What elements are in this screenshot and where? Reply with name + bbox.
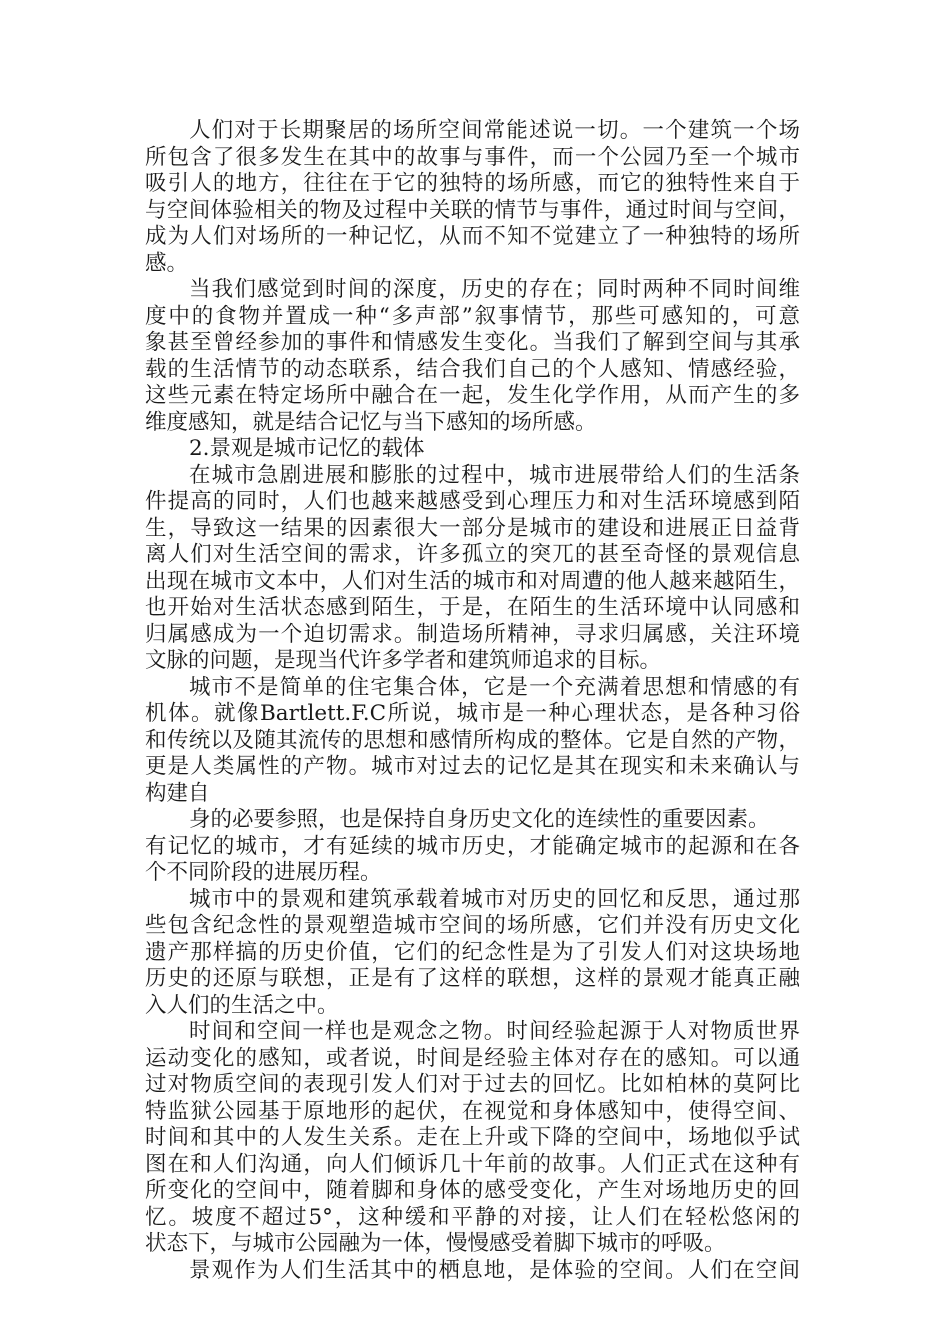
paragraph-4 <box>145 675 800 808</box>
text-line: 载的生活情节的动态联系，结合我们自己的个人感知、情感经验， <box>145 356 800 382</box>
text-line: 感。 <box>145 250 189 276</box>
text-line: 特监狱公园基于原地形的起伏，在视觉和身体感知中，使得空间、 <box>145 1098 800 1124</box>
paragraph-1 <box>145 118 800 277</box>
section-heading-text: 2.景观是城市记忆的载体 <box>189 436 425 461</box>
paragraph-2 <box>145 277 800 436</box>
text-line: 遗产那样搞的历史价值，它们的纪念性是为了引发人们对这块场地 <box>145 939 800 965</box>
text-line: 出现在城市文本中，人们对生活的城市和对周遭的他人越来越陌生， <box>145 568 800 594</box>
text-line: 图在和人们沟通，向人们倾诉几十年前的故事。人们正式在这种有 <box>145 1151 800 1177</box>
paragraph-3 <box>145 463 800 675</box>
text-line: 所包含了很多发生在其中的故事与事件，而一个公园乃至一个城市 <box>145 144 800 170</box>
text-line: 历史的还原与联想，正是有了这样的联想，这样的景观才能真正融 <box>145 966 800 991</box>
text-line: 运动变化的感知，或者说，时间是经验主体对存在的感知。可以通 <box>145 1045 800 1071</box>
text-line: 所变化的空间中，随着脚和身体的感受变化，产生对场地历史的回 <box>145 1178 800 1203</box>
text-line: 时间和空间一样也是观念之物。时间经验起源于人对物质世界 <box>189 1019 800 1044</box>
text-line: 离人们对生活空间的需求，许多孤立的突兀的甚至奇怪的景观信息 <box>145 542 800 567</box>
text-line: 这些元素在特定场所中融合在一起，发生化学作用，从而产生的多 <box>145 383 800 408</box>
text-line: 身的必要参照，也是保持自身历史文化的连续性的重要因素。 <box>189 807 770 832</box>
text-line: 时间和其中的人发生关系。走在上升或下降的空间中，场地似乎试 <box>145 1125 800 1150</box>
text-line: 文脉的问题，是现当代许多学者和建筑师追求的目标。 <box>145 648 662 673</box>
paragraph-7 <box>145 1019 800 1258</box>
text-line: 象甚至曾经参加的事件和情感发生变化。当我们了解到空间与其承 <box>145 330 800 355</box>
text-line: 生，导致这一结果的因素很大一部分是城市的建设和进展正日益背 <box>145 515 800 541</box>
text-line: 件提高的同时，人们也越来越感受到心理压力和对生活环境感到陌 <box>145 489 800 514</box>
text-line: 城市不是简单的住宅集合体，它是一个充满着思想和情感的有 <box>189 674 800 700</box>
text-line: 城市中的景观和建筑承载着城市对历史的回忆和反思，通过那 <box>189 886 800 912</box>
text-line: 和传统以及随其流传的思想和感情所构成的整体。它是自然的产物， <box>145 727 800 753</box>
text-line: 维度感知，就是结合记忆与当下感知的场所感。 <box>145 409 597 435</box>
text-line: 归属感成为一个迫切需求。制造场所精神，寻求归属感，关注环境 <box>145 621 800 647</box>
text-line: 与空间体验相关的物及过程中关联的情节与事件，通过时间与空间， <box>145 197 800 223</box>
section-heading <box>145 436 800 463</box>
text-line: 吸引人的地方，往往在于它的独特的场所感，而它的独特性来自于 <box>145 171 800 196</box>
text-line: 景观作为人们生活其中的栖息地，是体验的空间。人们在空间 <box>189 1257 800 1283</box>
paragraph-5 <box>145 807 800 887</box>
text-line: 度中的食物并置成一种“多声部”叙事情节，那些可感知的，可意 <box>145 303 800 329</box>
paragraph-6 <box>145 887 800 1020</box>
text-line: 个不同阶段的进展历程。 <box>145 860 382 885</box>
text-line: 过对物质空间的表现引发人们对于过去的回忆。比如柏林的莫阿比 <box>145 1072 800 1097</box>
text-line: 当我们感觉到时间的深度，历史的存在；同时两种不同时间维 <box>189 277 800 302</box>
text-line: 状态下，与城市公园融为一体，慢慢感受着脚下城市的呼吸。 <box>145 1231 726 1256</box>
text-line: 更是人类属性的产物。城市对过去的记忆是其在现实和未来确认与 <box>145 754 800 779</box>
text-line: 人们对于长期聚居的场所空间常能述说一切。一个建筑一个场 <box>189 118 800 143</box>
text-line: 机体。就像Bartlett.F.C所说，城市是一种心理状态，是各种习俗 <box>145 701 800 726</box>
text-line: 入人们的生活之中。 <box>145 992 339 1018</box>
text-line: 忆。坡度不超过5°，这种缓和平静的对接，让人们在轻松悠闲的 <box>145 1204 800 1230</box>
text-line: 构建自 <box>145 780 210 806</box>
text-line: 成为人们对场所的一种记忆，从而不知不觉建立了一种独特的场所 <box>145 224 800 249</box>
document-body <box>145 118 800 1284</box>
text-line: 也开始对生活状态感到陌生，于是，在陌生的生活环境中认同感和 <box>145 595 800 620</box>
text-line: 有记忆的城市，才有延续的城市历史，才能确定城市的起源和在各 <box>145 833 800 859</box>
text-line: 些包含纪念性的景观塑造城市空间的场所感，它们并没有历史文化 <box>145 913 800 938</box>
paragraph-8 <box>145 1258 800 1285</box>
text-line: 在城市急剧进展和膨胀的过程中，城市进展带给人们的生活条 <box>189 462 800 488</box>
